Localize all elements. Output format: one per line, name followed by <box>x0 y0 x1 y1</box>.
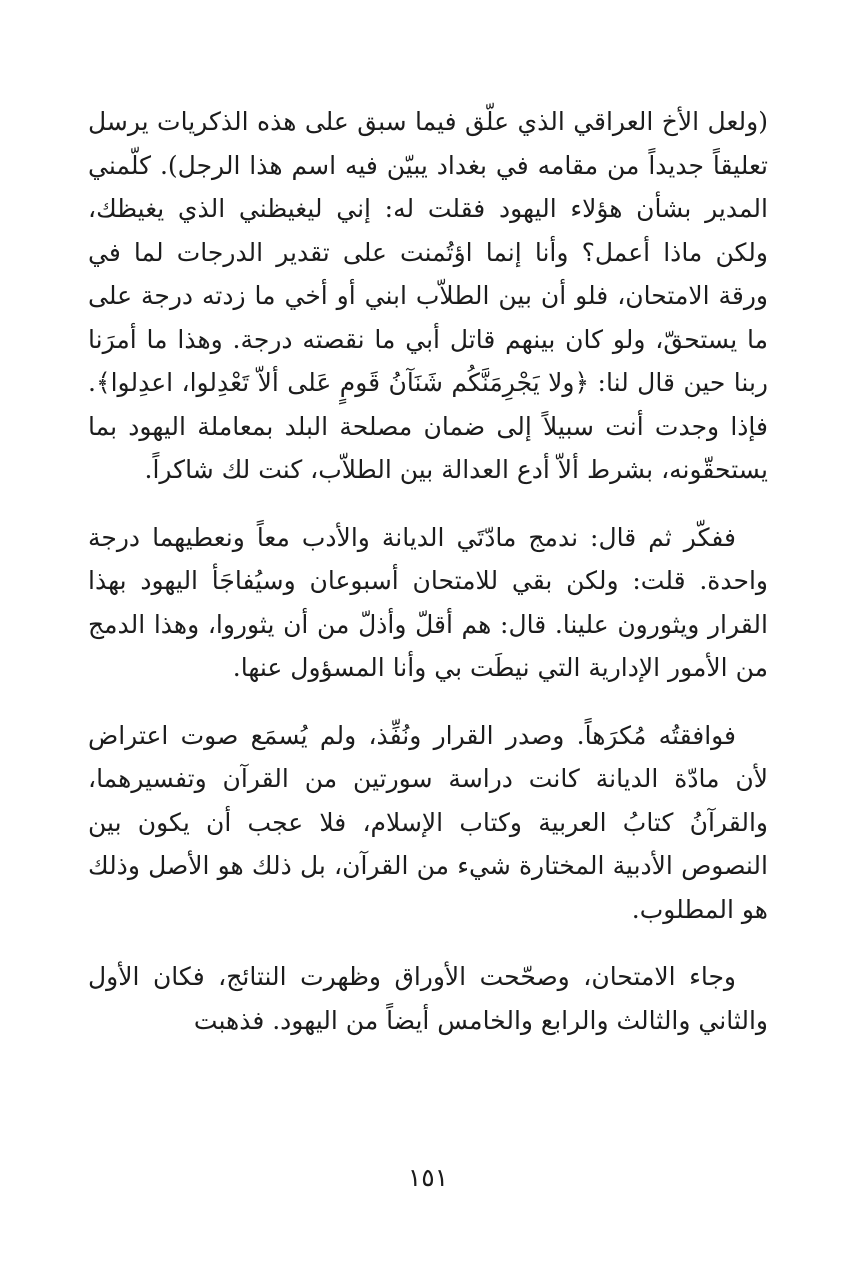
page-number: ١٥١ <box>407 1163 449 1192</box>
paragraph-3: فوافقتُه مُكرَهاً. وصدر القرار ونُفِّذ، ولم يُسمَع صوت اعتراض لأن مادّة الديانة كانت دراسة سورتين من القرآن وتفسيرهما، والقرآنُ كتابُ العربية وكتاب الإسلام، فلا عجب أن يكون بين النصوص الأدبية المختارة شيء من القرآن، بل ذلك هو الأصل وذلك هو المطلوب. <box>88 720 768 924</box>
paragraph-2: ففكّر ثم قال: ندمج مادّتَي الديانة والأدب معاً ونعطيهما درجة واحدة. قلت: ولكن بقي للامتحان أسبوعان وسيُفاجَأ اليهود بهذا القرار ويثورون علينا. قال: هم أقلّ وأذلّ من أن يثوروا، وهذا الدمج من الأمور الإدارية التي نيطَت بي وأنا المسؤول عنها. <box>88 522 768 682</box>
body-text <box>88 100 768 1042</box>
paragraph-4: وجاء الامتحان، وصحّحت الأوراق وظهرت النتائج، فكان الأول والثاني والثالث والرابع والخامس أيضاً من اليهود. فذهبت <box>88 962 768 1035</box>
paragraph-1: (ولعل الأخ العراقي الذي علّق فيما سبق على هذه الذكريات يرسل تعليقاً جديداً من مقامه في بغداد يبيّن فيه اسم هذا الرجل). كلّمني المدير بشأن هؤلاء اليهود فقلت له: إني ليغيظني الذي يغيظك، ولكن ماذا أعمل؟ وأنا إنما اؤتُمنت على تقدير الدرجات لما في ورقة الامتحان، فلو أن بين الطلاّب ابني أو أخي ما زدته درجة على ما يستحقّ، ولو كان بينهم قاتل أبي ما نقصته درجة. وهذا ما أمرَنا ربنا حين قال لنا: ﴿ولا يَجْرِمَنَّكُم شَنَآنُ قَومٍ عَلى ألاّ تَعْدِلوا، اعدِلوا﴾. فإذا وجدت أنت سبيلاً إلى ضمان مصلحة البلد بمعاملة اليهود بما يستحقّونه، بشرط ألاّ أدع العدالة بين الطلاّب، كنت لك شاكراً. <box>88 107 768 484</box>
